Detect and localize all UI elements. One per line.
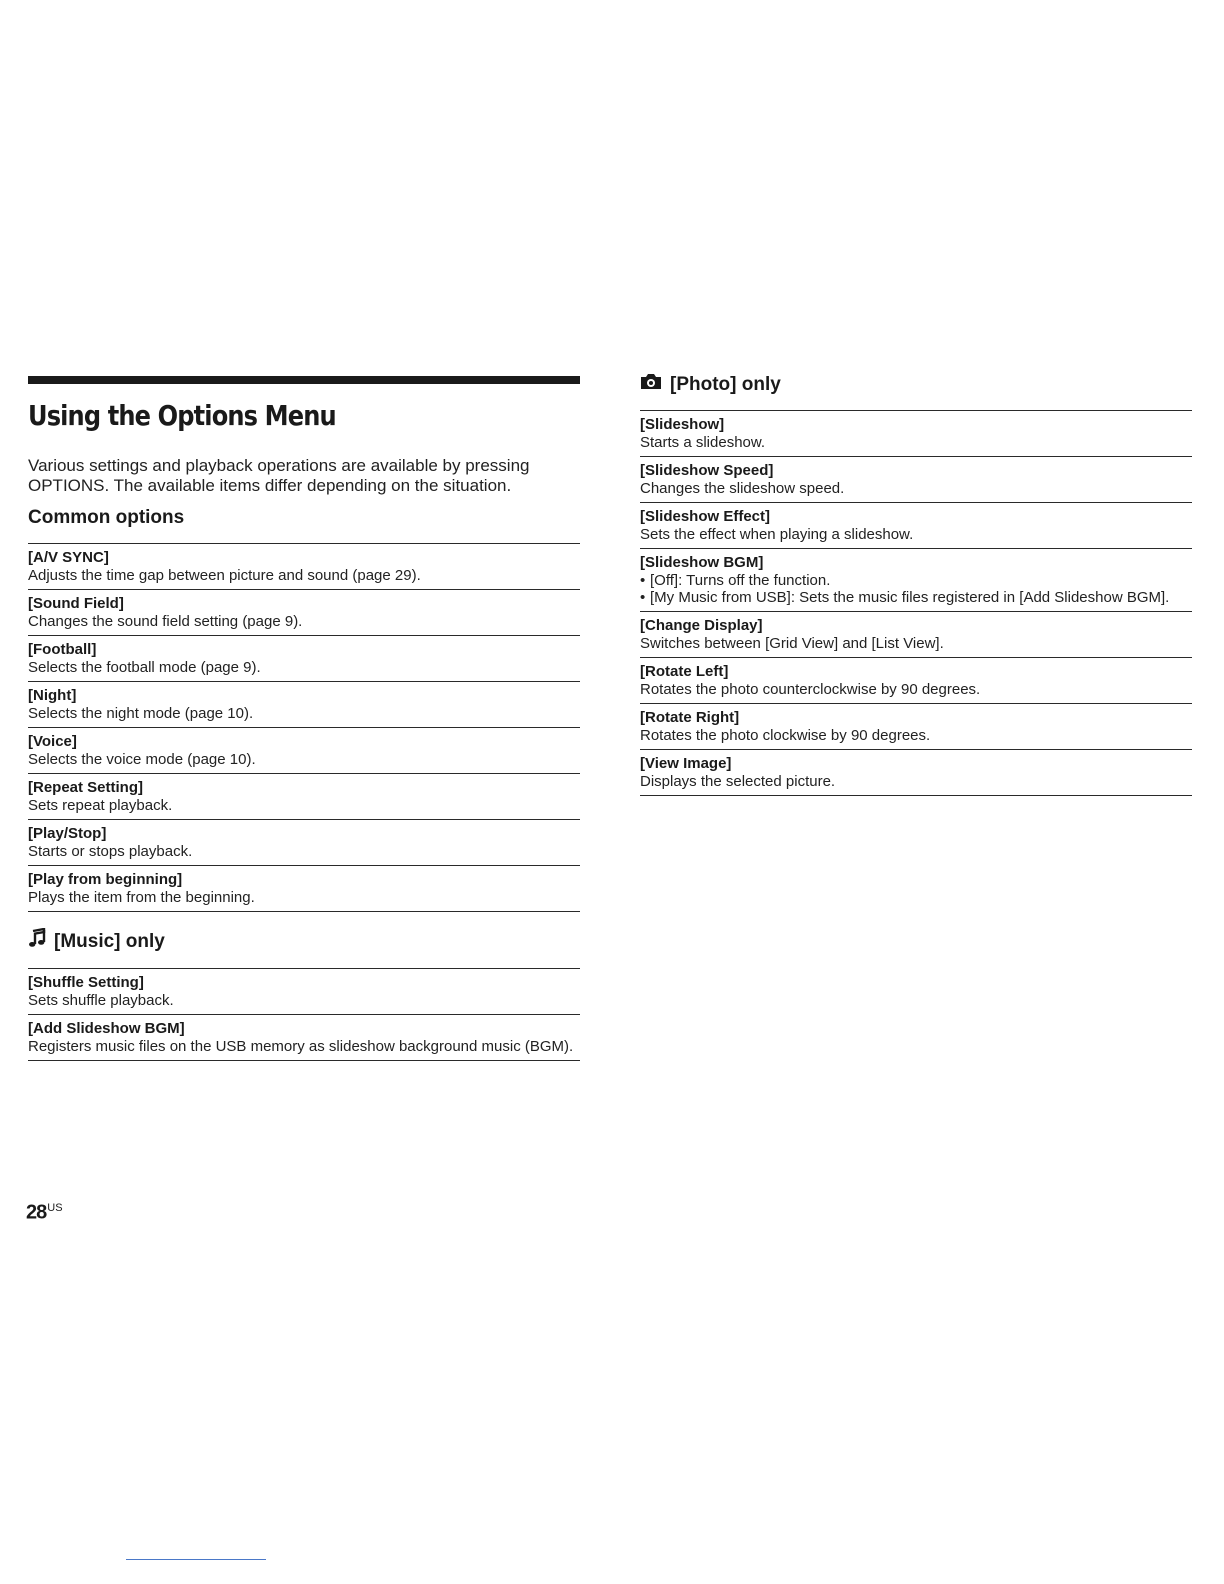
option-name: [Slideshow Effect] <box>640 508 771 525</box>
option-row-football <box>28 636 580 682</box>
music-only-heading <box>28 928 580 955</box>
music-only-heading-text: [Music] only <box>54 930 165 952</box>
option-description: Selects the football mode (page 9). <box>28 659 261 676</box>
option-description: Starts a slideshow. <box>640 434 766 451</box>
common-options-heading: Common options <box>28 507 185 528</box>
option-row-slideshow-bgm <box>640 549 1192 612</box>
page-number <box>26 1197 63 1224</box>
option-description: Starts or stops playback. <box>28 843 193 860</box>
option-row-play-stop <box>28 820 580 866</box>
option-name: [Slideshow BGM] <box>640 554 764 571</box>
option-row-change-display <box>640 612 1192 658</box>
option-row-repeat-setting <box>28 774 580 820</box>
option-name: [Night] <box>28 687 77 704</box>
option-row-sound-field <box>28 590 580 636</box>
option-description: Switches between [Grid View] and [List View]. <box>640 635 944 652</box>
option-row-rotate-left <box>640 658 1192 704</box>
option-row-add-slideshow-bgm <box>28 1015 580 1061</box>
option-name: [Rotate Right] <box>640 709 740 726</box>
option-row-shuffle-setting <box>28 969 580 1015</box>
option-description: Adjusts the time gap between picture and sound (page 29). <box>28 567 421 584</box>
bullet-text: [My Music from USB]: Sets the music files registered in [Add Slideshow BGM]. <box>650 589 1170 606</box>
option-description: Sets repeat playback. <box>28 797 173 814</box>
option-description: Changes the slideshow speed. <box>640 480 845 497</box>
option-row-night <box>28 682 580 728</box>
option-name: [Add Slideshow BGM] <box>28 1020 185 1037</box>
photo-only-heading-text: [Photo] only <box>670 373 781 395</box>
bullet-item <box>640 589 1192 606</box>
option-name: [Shuffle Setting] <box>28 974 144 991</box>
bullet-text: [Off]: Turns off the function. <box>650 572 831 589</box>
page-number-value: 28 <box>26 1201 47 1224</box>
left-column <box>28 376 580 1061</box>
bottom-rule <box>126 1559 266 1560</box>
option-row-av-sync <box>28 544 580 590</box>
music-note-icon <box>28 928 46 955</box>
option-description: Displays the selected picture. <box>640 773 836 790</box>
option-name: [Repeat Setting] <box>28 779 144 796</box>
option-description: Changes the sound field setting (page 9). <box>28 613 303 630</box>
photo-options-table <box>640 410 1192 796</box>
option-name: [Play from beginning] <box>28 871 183 888</box>
option-row-view-image <box>640 750 1192 796</box>
camera-icon <box>640 372 662 397</box>
option-description: Selects the voice mode (page 10). <box>28 751 256 768</box>
bullet-item <box>640 572 1192 589</box>
common-options-table <box>28 543 580 912</box>
bullet-dot: • <box>640 589 646 606</box>
option-name: [Sound Field] <box>28 595 124 612</box>
option-row-play-from-beginning <box>28 866 580 912</box>
intro-paragraph: Various settings and playback operations are available by pressing OPTIONS. The available items differ depending on the situation. <box>28 456 530 495</box>
option-description: Sets shuffle playback. <box>28 992 174 1009</box>
option-name: [Slideshow] <box>640 416 725 433</box>
option-name: [Voice] <box>28 733 77 750</box>
bullet-list <box>640 572 1192 606</box>
right-column <box>640 372 1192 796</box>
photo-only-heading <box>640 372 1192 397</box>
option-description: Rotates the photo counterclockwise by 90 degrees. <box>640 681 981 698</box>
option-name: [Slideshow Speed] <box>640 462 774 479</box>
option-description: Plays the item from the beginning. <box>28 889 255 906</box>
option-description: Rotates the photo clockwise by 90 degrees. <box>640 727 931 744</box>
option-description: Sets the effect when playing a slideshow. <box>640 526 914 543</box>
option-name: [A/V SYNC] <box>28 549 109 566</box>
page-number-suffix: US <box>47 1202 63 1214</box>
option-name: [Rotate Left] <box>640 663 729 680</box>
option-name: [Football] <box>28 641 97 658</box>
option-name: [Play/Stop] <box>28 825 107 842</box>
option-name: [Change Display] <box>640 617 763 634</box>
option-row-rotate-right <box>640 704 1192 750</box>
option-description: Registers music files on the USB memory as slideshow background music (BGM). <box>28 1038 574 1055</box>
option-row-voice <box>28 728 580 774</box>
option-description: Selects the night mode (page 10). <box>28 705 254 722</box>
option-row-slideshow <box>640 411 1192 457</box>
bullet-dot: • <box>640 572 646 589</box>
music-options-table <box>28 968 580 1061</box>
title-rule <box>28 376 580 384</box>
option-row-slideshow-effect <box>640 503 1192 549</box>
option-row-slideshow-speed <box>640 457 1192 503</box>
page-title: Using the Options Menu <box>28 399 336 432</box>
option-name: [View Image] <box>640 755 732 772</box>
